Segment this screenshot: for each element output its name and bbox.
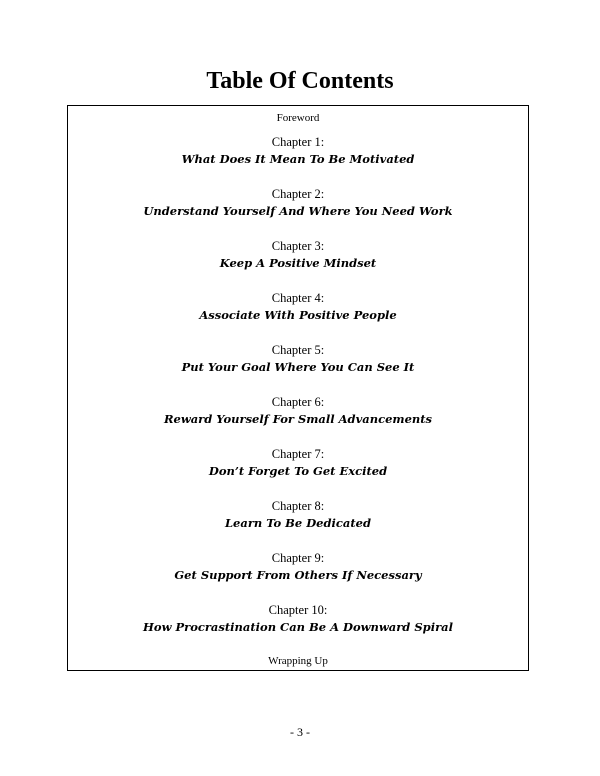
page-title: Table Of Contents <box>206 68 394 94</box>
toc-item-chapter-9 <box>68 550 528 602</box>
toc-item-foreword: Foreword <box>276 112 320 124</box>
chapter-title: Get Support From Others If Necessary <box>174 568 422 582</box>
chapter-number: Chapter 3: <box>271 239 325 253</box>
chapter-list <box>68 134 528 654</box>
chapter-number: Chapter 7: <box>271 447 325 461</box>
chapter-title: Understand Yourself And Where You Need Work <box>143 204 453 218</box>
chapter-number: Chapter 6: <box>271 395 325 409</box>
chapter-title: Don’t Forget To Get Excited <box>208 464 388 478</box>
toc-item-wrapping-up: Wrapping Up <box>268 655 328 667</box>
toc-item-chapter-2 <box>68 186 528 238</box>
chapter-title: Reward Yourself For Small Advancements <box>163 412 433 426</box>
toc-item-chapter-3 <box>68 238 528 290</box>
toc-item-chapter-8 <box>68 498 528 550</box>
page-number: - 3 - <box>290 725 310 739</box>
toc-item-chapter-5 <box>68 342 528 394</box>
chapter-title: Learn To Be Dedicated <box>224 516 372 530</box>
chapter-number: Chapter 5: <box>271 343 325 357</box>
chapter-number: Chapter 1: <box>271 135 325 149</box>
chapter-number: Chapter 2: <box>271 187 325 201</box>
chapter-title: Associate With Positive People <box>199 308 397 322</box>
chapter-number: Chapter 8: <box>271 499 325 513</box>
chapter-title: What Does It Mean To Be Motivated <box>181 152 415 166</box>
toc-item-chapter-4 <box>68 290 528 342</box>
table-of-contents-box <box>67 105 529 671</box>
toc-item-chapter-7 <box>68 446 528 498</box>
chapter-title: Put Your Goal Where You Can See It <box>181 360 415 374</box>
chapter-number: Chapter 9: <box>271 551 325 565</box>
toc-item-chapter-10 <box>68 602 528 654</box>
chapter-title: How Procrastination Can Be A Downward Spiral <box>143 620 453 634</box>
chapter-number: Chapter 4: <box>271 291 325 305</box>
chapter-number: Chapter 10: <box>268 603 328 617</box>
chapter-title: Keep A Positive Mindset <box>219 256 377 270</box>
toc-item-chapter-6 <box>68 394 528 446</box>
toc-item-chapter-1 <box>68 134 528 186</box>
